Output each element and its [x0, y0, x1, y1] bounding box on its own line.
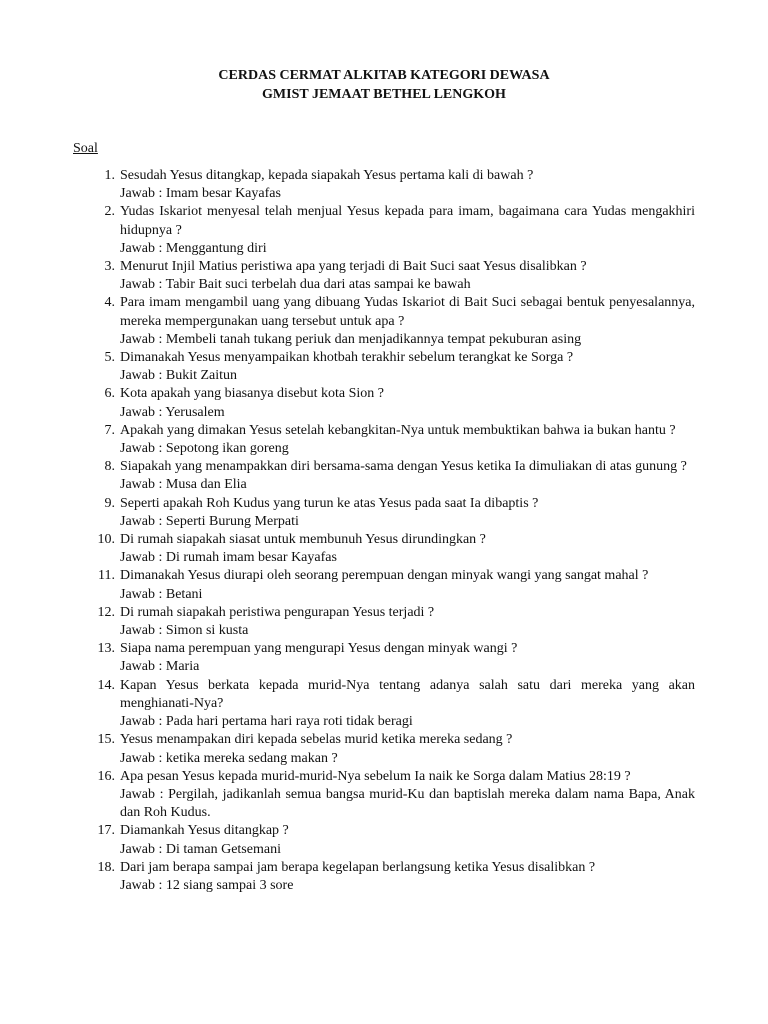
- answer-text: Jawab : Menggantung diri: [120, 240, 267, 256]
- question-text: Dimanakah Yesus menyampaikan khotbah terakhir sebelum terangkat ke Sorga ?: [120, 350, 574, 366]
- title-line-1: CERDAS CERMAT ALKITAB KATEGORI DEWASA: [218, 68, 550, 83]
- question-item: [73, 822, 695, 858]
- answer-text: Jawab : Musa dan Elia: [120, 477, 247, 493]
- answer-text: Jawab : Maria: [120, 659, 200, 675]
- question-number: 5.: [104, 350, 115, 366]
- answer-text: Jawab : Imam besar Kayafas: [120, 186, 281, 202]
- question-item: [73, 458, 695, 494]
- question-number: 4.: [104, 295, 115, 311]
- answer-text: Jawab : 12 siang sampai 3 sore: [120, 877, 294, 893]
- question-number: 6.: [104, 386, 115, 402]
- question-text: Menurut Injil Matius peristiwa apa yang terjadi di Bait Suci saat Yesus disalibkan ?: [120, 259, 587, 275]
- question-number: 10.: [97, 532, 115, 548]
- question-number: 15.: [97, 732, 115, 748]
- question-item: [73, 677, 695, 732]
- question-number: 7.: [104, 422, 115, 438]
- answer-text: Jawab : Simon si kusta: [120, 623, 249, 639]
- question-item: [73, 531, 695, 567]
- question-number: 9.: [104, 495, 115, 511]
- question-text: Para imam mengambil uang yang dibuang Yudas Iskariot di Bait Suci sebagai bentuk penyesalannya, mereka mempergunakan uang tersebut untuk apa ?: [120, 295, 695, 329]
- question-number: 13.: [97, 641, 115, 657]
- answer-text: Jawab : Seperti Burung Merpati: [120, 513, 299, 529]
- question-item: [73, 203, 695, 258]
- answer-text: Jawab : Tabir Bait suci terbelah dua dari atas sampai ke bawah: [120, 277, 471, 293]
- question-item: [73, 422, 695, 458]
- question-number: 8.: [104, 459, 115, 475]
- question-text: Kapan Yesus berkata kepada murid-Nya tentang adanya salah satu dari mereka yang akan menghianati-Nya?: [120, 677, 695, 711]
- question-number: 11.: [98, 568, 115, 584]
- question-number: 18.: [97, 859, 115, 875]
- question-item: [73, 495, 695, 531]
- question-item: [73, 385, 695, 421]
- answer-text: Jawab : Membeli tanah tukang periuk dan menjadikannya tempat pekuburan asing: [120, 331, 582, 347]
- question-text: Siapa nama perempuan yang mengurapi Yesus dengan minyak wangi ?: [120, 641, 518, 657]
- question-text: Apakah yang dimakan Yesus setelah kebangkitan-Nya untuk membuktikan bahwa ia bukan hantu ?: [120, 422, 676, 438]
- question-number: 17.: [97, 823, 115, 839]
- answer-text: Jawab : ketika mereka sedang makan ?: [120, 750, 338, 766]
- answer-text: Jawab : Sepotong ikan goreng: [120, 441, 289, 457]
- document-title: [0, 66, 768, 104]
- question-number: 3.: [104, 259, 115, 275]
- question-text: Seperti apakah Roh Kudus yang turun ke atas Yesus pada saat Ia dibaptis ?: [120, 495, 539, 511]
- question-text: Kota apakah yang biasanya disebut kota Sion ?: [120, 386, 384, 402]
- question-item: [73, 731, 695, 767]
- answer-text: Jawab : Yerusalem: [120, 404, 225, 420]
- question-text: Dimanakah Yesus diurapi oleh seorang perempuan dengan minyak wangi yang sangat mahal ?: [120, 568, 649, 584]
- question-text: Yesus menampakan diri kepada sebelas murid ketika mereka sedang ?: [120, 732, 513, 748]
- question-text: Sesudah Yesus ditangkap, kepada siapakah Yesus pertama kali di bawah ?: [120, 168, 534, 183]
- question-item: [73, 640, 695, 676]
- question-text: Siapakah yang menampakkan diri bersama-sama dengan Yesus ketika Ia dimuliakan di atas gunung ?: [120, 459, 687, 475]
- answer-text: Jawab : Betani: [120, 586, 203, 602]
- section-label: Soal: [73, 141, 98, 156]
- question-item: [73, 567, 695, 603]
- question-item: [73, 294, 695, 349]
- question-number: 12.: [97, 604, 115, 620]
- question-number: 16.: [97, 768, 115, 784]
- question-item: [73, 167, 695, 203]
- question-text: Apa pesan Yesus kepada murid-murid-Nya sebelum Ia naik ke Sorga dalam Matius 28:19 ?: [120, 768, 631, 784]
- question-text: Diamankah Yesus ditangkap ?: [120, 823, 289, 839]
- answer-text: Jawab : Di taman Getsemani: [120, 841, 281, 857]
- question-item: [73, 258, 695, 294]
- answer-text: Jawab : Bukit Zaitun: [120, 368, 238, 384]
- question-item: [73, 604, 695, 640]
- question-text: Yudas Iskariot menyesal telah menjual Yesus kepada para imam, bagaimana cara Yudas mengakhiri hidupnya ?: [120, 204, 695, 238]
- question-item: [73, 859, 695, 895]
- question-number: 2.: [104, 204, 115, 220]
- question-text: Dari jam berapa sampai jam berapa kegelapan berlangsung ketika Yesus disalibkan ?: [120, 859, 596, 875]
- question-item: [73, 349, 695, 385]
- title-line-2: GMIST JEMAAT BETHEL LENGKOH: [262, 87, 506, 102]
- question-item: [73, 768, 695, 823]
- question-text: Di rumah siapakah siasat untuk membunuh Yesus dirundingkan ?: [120, 532, 486, 548]
- answer-text: Jawab : Pada hari pertama hari raya roti tidak beragi: [120, 714, 413, 730]
- answer-text: Jawab : Pergilah, jadikanlah semua bangsa murid-Ku dan baptislah mereka dalam nama Bapa, Anak dan Roh Kudus.: [120, 786, 695, 821]
- question-number: 14.: [97, 677, 115, 693]
- question-list: [73, 167, 695, 895]
- question-text: Di rumah siapakah peristiwa pengurapan Yesus terjadi ?: [120, 604, 435, 620]
- answer-text: Jawab : Di rumah imam besar Kayafas: [120, 550, 337, 566]
- question-number: 1.: [104, 168, 115, 183]
